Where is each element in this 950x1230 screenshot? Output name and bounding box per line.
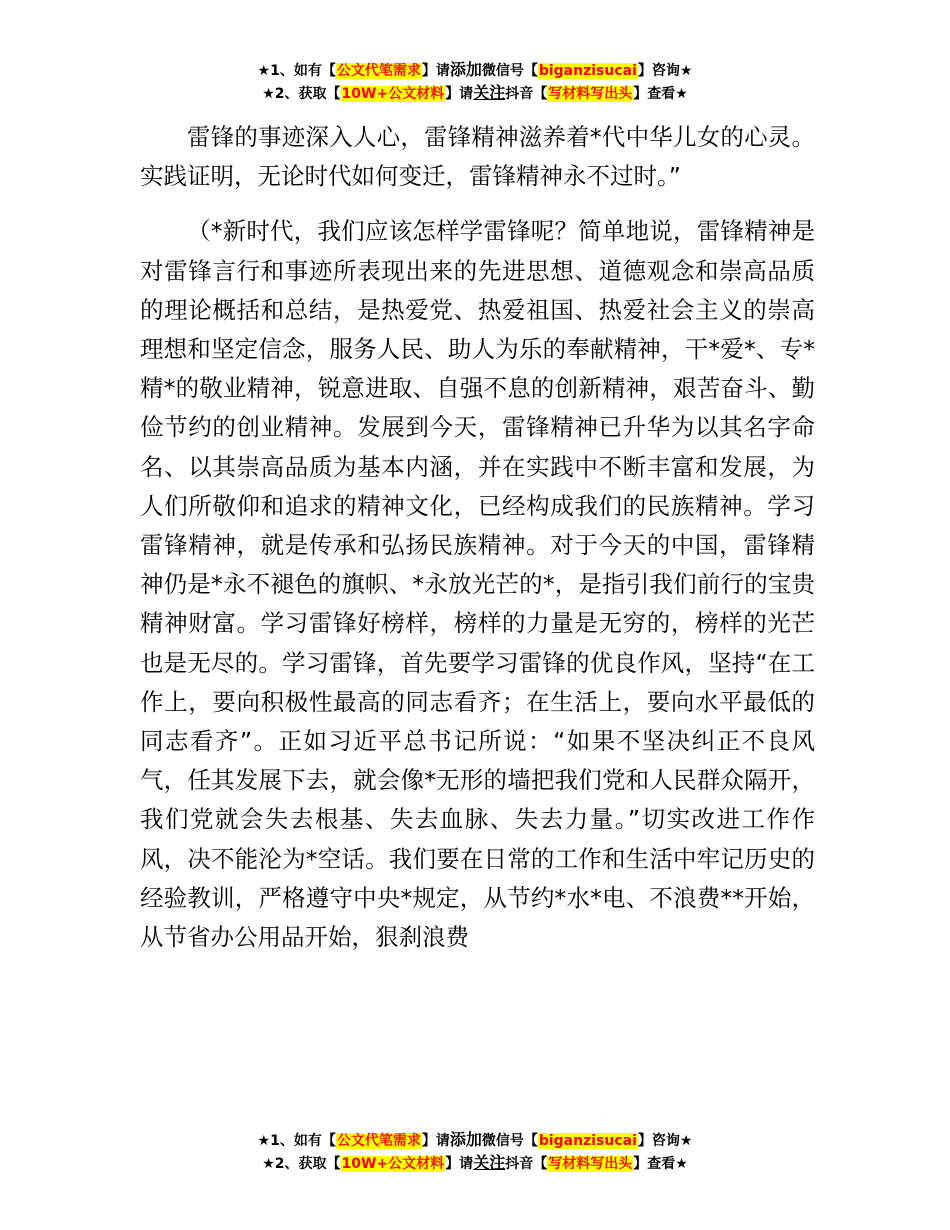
banner-line-2 (0, 1152, 950, 1175)
emphasis-add: 添加 (449, 60, 482, 79)
banner-text: 】查看★ (633, 86, 688, 102)
banner-text: 】请 (421, 63, 450, 79)
banner-text: ★2、获取【 (262, 86, 341, 102)
document-body (140, 118, 815, 957)
banner-text: 】请 (445, 1156, 474, 1172)
banner-line-1 (0, 59, 950, 82)
banner-text: 抖音【 (505, 86, 548, 102)
highlight-service: 公文代笔需求 (336, 1133, 421, 1149)
banner-text: 】咨询★ (637, 63, 693, 79)
highlight-materials: 10W+公文材料 (341, 86, 445, 102)
banner-text: 微信号【 (481, 1133, 538, 1149)
paragraph-1: 雷锋的事迹深入人心，雷锋精神滋养着*代中华儿女的心灵。实践证明，无论时代如何变迁，雷锋精神永不过时。” (140, 123, 815, 191)
emphasis-follow: 关注 (473, 83, 506, 102)
banner-line-1 (0, 1129, 950, 1152)
emphasis-add: 添加 (449, 1130, 482, 1149)
emphasis-follow: 关注 (473, 1153, 506, 1172)
banner-text: 微信号【 (481, 63, 538, 79)
footer-banner (0, 1129, 950, 1175)
highlight-materials: 10W+公文材料 (341, 1156, 445, 1172)
banner-text: ★1、如有【 (257, 63, 336, 79)
highlight-wechat-id: biganzisucai (538, 63, 637, 79)
highlight-service: 公文代笔需求 (336, 63, 421, 79)
banner-line-2 (0, 82, 950, 105)
header-banner (0, 59, 950, 105)
highlight-douyin-account: 写材料写出头 (548, 1156, 633, 1172)
banner-text: ★2、获取【 (262, 1156, 341, 1172)
banner-text: 】咨询★ (637, 1133, 693, 1149)
banner-text: 】请 (445, 86, 474, 102)
banner-text: 】查看★ (633, 1156, 688, 1172)
banner-text: 抖音【 (505, 1156, 548, 1172)
paragraph-2: （*新时代，我们应该怎样学雷锋呢？简单地说，雷锋精神是对雷锋言行和事迹所表现出来的先进思想、道德观念和崇高品质的理论概括和总结，是热爱党、热爱祖国、热爱社会主义的崇高理想和坚定信念，服务人民、助人为乐的奉献精神，干*爱*、专*精*的敬业精神，锐意进取、自强不息的创新精神，艰苦奋斗、勤俭节约的创业精神。发展到今天，雷锋精神已升华为以其名字命名、以其崇高品质为基本内涵，并在实践中不断丰富和发展，为人们所敬仰和追求的精神文化，已经构成我们的民族精神。学习雷锋精神，就是传承和弘扬民族精神。对于今天的中国，雷锋精神仍是*永不褪色的旗帜、*永放光芒的*，是指引我们前行的宝贵精神财富。学习雷锋好榜样，榜样的力量是无穷的，榜样的光芒也是无尽的。学习雷锋，首先要学习雷锋的优良作风，坚持“在工作上，要向积极性最高的同志看齐；在生活上，要向水平最低的同志看齐”。正如习近平总书记所说：“如果不坚决纠正不良风气，任其发展下去，就会像*无形的墙把我们党和人民群众隔开，我们党就会失去根基、失去血脉、失去力量。”切实改进工作作风，决不能沦为*空话。我们要在日常的工作和生活中牢记历史的经验教训，严格遵守中央*规定，从节约*水*电、不浪费**开始，从节省办公用品开始，狠刹浪费 (140, 217, 815, 952)
banner-text: 】请 (421, 1133, 450, 1149)
highlight-douyin-account: 写材料写出头 (548, 86, 633, 102)
highlight-wechat-id: biganzisucai (538, 1133, 637, 1149)
banner-text: ★1、如有【 (257, 1133, 336, 1149)
